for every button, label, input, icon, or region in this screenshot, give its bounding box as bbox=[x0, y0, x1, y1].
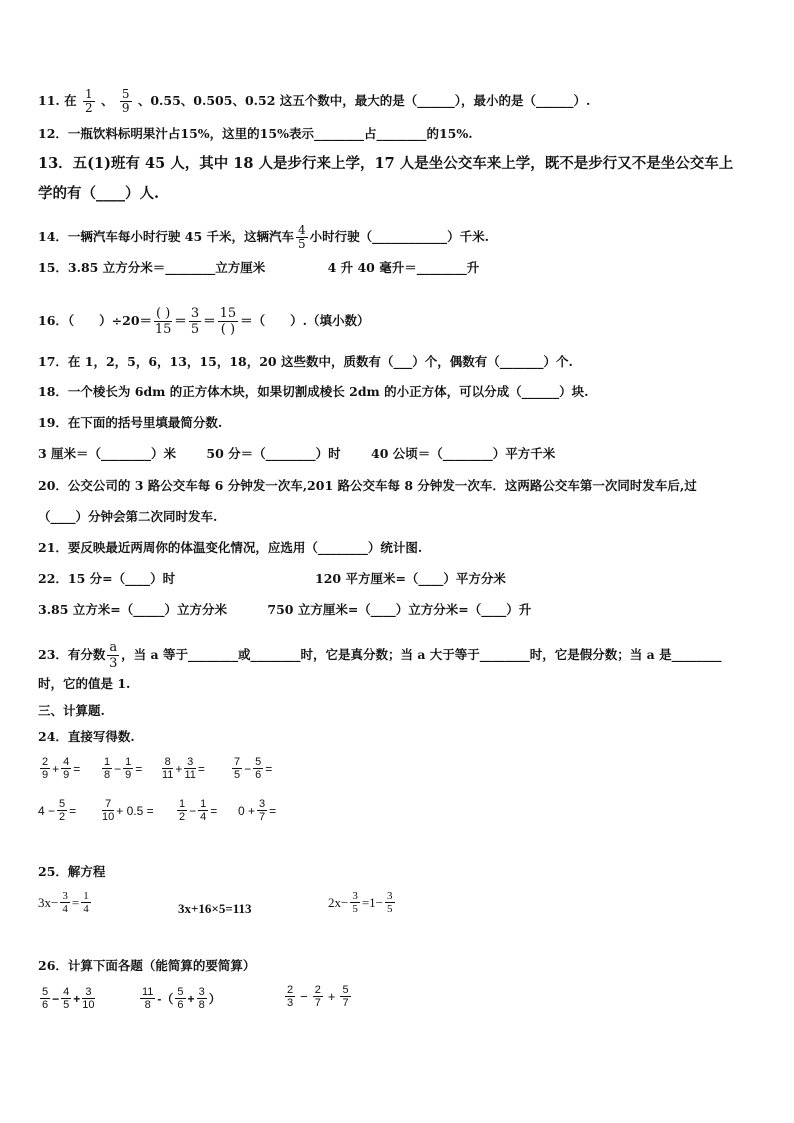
fraction: $\frac{5}{6}$ bbox=[42, 986, 49, 1011]
q16-fraction-3: $\frac{15}{( )}$ bbox=[219, 306, 237, 337]
q26-problem-1 bbox=[38, 986, 97, 1011]
fraction: $\frac{5}{6}$ bbox=[255, 756, 262, 781]
question-18: 18．一个棱长为 6dm 的正方体木块，如果切割成棱长 2dm 的小正方体，可以分成（______）块. bbox=[38, 384, 589, 399]
q24-expr-8 bbox=[238, 798, 276, 823]
question-19: 19．在下面的括号里填最简分数. bbox=[38, 415, 223, 430]
fraction: $\frac{5}{7}$ bbox=[342, 984, 349, 1009]
fraction: $\frac{3}{11}$ bbox=[184, 756, 196, 781]
q22-item-d: 750 立方厘米=（____）立方分米=（____）升 bbox=[267, 602, 532, 617]
q16-equals-1: ＝ bbox=[174, 313, 187, 328]
q16-suffix: ＝（ ）.（填小数） bbox=[240, 313, 370, 328]
q16-fraction-2: $\frac{3}{5}$ bbox=[190, 306, 200, 337]
q23-fraction: $\frac{a}{3}$ bbox=[109, 640, 118, 671]
q24-expr-6 bbox=[100, 798, 154, 823]
fraction: $\frac{5}{2}$ bbox=[59, 798, 66, 823]
operator: − bbox=[114, 761, 122, 776]
operator: + bbox=[187, 991, 195, 1006]
fraction: $\frac{5}{6}$ bbox=[177, 986, 184, 1011]
q16-fraction-1: $\frac{( )}{15}$ bbox=[154, 306, 172, 337]
equals: =1− bbox=[361, 894, 384, 910]
q23-text: ，当 a 等于________或________时，它是真分数；当 a 大于等于________时，它是假分数；当 a 是________ bbox=[121, 647, 722, 662]
q14-prefix: 14．一辆汽车每小时行驶 45 千米，这辆汽车 bbox=[38, 229, 294, 244]
q11-fraction-2: $\frac{5}{9}$ bbox=[121, 87, 130, 115]
fraction: $\frac{8}{11}$ bbox=[162, 756, 174, 781]
fraction: $\frac{4}{9}$ bbox=[63, 756, 70, 781]
equals: = bbox=[197, 761, 205, 776]
operator: + bbox=[52, 761, 60, 776]
fraction: $\frac{1}{8}$ bbox=[104, 756, 111, 781]
fraction: $\frac{1}{2}$ bbox=[179, 798, 186, 823]
equals: = bbox=[269, 803, 277, 818]
q14-text: 小时行驶（____________）千米. bbox=[309, 229, 489, 244]
q25-equation-2: 3x+16×5=113 bbox=[178, 901, 252, 916]
q24-expr-4 bbox=[230, 756, 272, 781]
fraction: $\frac{11}{8}$ bbox=[142, 986, 154, 1011]
expression-tail: + 0.5 = bbox=[116, 803, 154, 818]
q22-item-a: 22．15 分=（____）时 bbox=[38, 571, 176, 586]
equals: = bbox=[73, 761, 81, 776]
question-13-line-1: 13．五(1)班有 45 人，其中 18 人是步行来上学，17 人是坐公交车来上学，既不是步行又不是坐公交车上 bbox=[38, 155, 734, 172]
question-23 bbox=[38, 640, 722, 671]
q24-expr-7 bbox=[175, 798, 217, 823]
fraction: $\frac{2}{3}$ bbox=[287, 984, 294, 1009]
equals: = bbox=[210, 803, 218, 818]
question-14 bbox=[38, 224, 489, 251]
expression-prefix: 0 + bbox=[238, 803, 256, 818]
q24-expr-5 bbox=[38, 798, 76, 823]
fraction: $\frac{1}{4}$ bbox=[83, 890, 89, 915]
fraction: $\frac{3}{4}$ bbox=[62, 890, 68, 915]
q11-number: 11. bbox=[38, 93, 60, 108]
operator: − bbox=[52, 991, 60, 1006]
operator: -（ bbox=[157, 992, 174, 1006]
equation-prefix: 2x− bbox=[328, 894, 349, 910]
fraction: $\frac{2}{9}$ bbox=[42, 756, 49, 781]
q11-fraction-1: $\frac{1}{2}$ bbox=[84, 87, 93, 115]
question-24: 24．直接写得数. bbox=[38, 729, 135, 744]
operator: − bbox=[189, 803, 197, 818]
question-23-line-2: 时，它的值是 1. bbox=[38, 676, 131, 691]
fraction: $\frac{7}{10}$ bbox=[102, 798, 115, 823]
q16-equals-2: ＝ bbox=[203, 313, 216, 328]
q22-item-c: 3.85 立方米=（_____）立方分米 bbox=[38, 602, 228, 617]
q24-expr-2 bbox=[100, 756, 142, 781]
q11-text: 、0.55、0.505、0.52 这五个数中，最大的是（______），最小的是（______）. bbox=[137, 93, 591, 108]
question-20-line-2: （____）分钟会第二次同时发车. bbox=[38, 509, 218, 524]
q16-prefix: 16．（ ）÷20＝ bbox=[38, 313, 153, 328]
q22-item-b: 120 平方厘米=（____）平方分米 bbox=[315, 571, 506, 586]
q15-part-a: 15．3.85 立方分米＝________立方厘米 bbox=[38, 260, 266, 275]
equals: = bbox=[265, 761, 273, 776]
question-11 bbox=[38, 88, 590, 115]
question-15 bbox=[38, 260, 479, 276]
fraction: $\frac{4}{5}$ bbox=[63, 986, 70, 1011]
fraction: $\frac{3}{8}$ bbox=[198, 986, 205, 1011]
question-26: 26．计算下面各题（能简算的要简算） bbox=[38, 958, 256, 973]
question-16 bbox=[38, 306, 370, 337]
operator: + bbox=[73, 991, 81, 1006]
q23-prefix: 23．有分数 bbox=[38, 647, 106, 662]
fraction: $\frac{7}{5}$ bbox=[234, 756, 241, 781]
operator: − bbox=[300, 989, 308, 1004]
operator: + bbox=[327, 989, 336, 1004]
fraction: $\frac{1}{9}$ bbox=[125, 756, 132, 781]
q11-prefix: 在 bbox=[64, 93, 77, 108]
operator: + bbox=[175, 761, 183, 776]
q15-part-b: 4 升 40 毫升＝________升 bbox=[327, 260, 480, 275]
question-22-row-2 bbox=[38, 602, 531, 618]
fraction: $\frac{1}{4}$ bbox=[200, 798, 207, 823]
fraction: $\frac{3}{7}$ bbox=[259, 798, 266, 823]
equals: = bbox=[71, 894, 80, 910]
q26-problem-3 bbox=[283, 984, 353, 1009]
q19-item-c: 40 公顷＝（________）平方千米 bbox=[371, 446, 556, 461]
fraction: $\frac{2}{7}$ bbox=[314, 984, 321, 1009]
question-20-line-1: 20．公交公司的 3 路公交车每 6 分钟发一次车,201 路公交车每 8 分钟发一次车．这两路公交车第一次同时发车后,过 bbox=[38, 478, 697, 493]
question-21: 21．要反映最近两周你的体温变化情况，应选用（________）统计图. bbox=[38, 540, 423, 555]
q19-item-b: 50 分＝（________）时 bbox=[206, 446, 341, 461]
question-13-line-2: 学的有（____）人. bbox=[38, 185, 160, 202]
expression-prefix: 4 − bbox=[38, 803, 56, 818]
q14-fraction: $\frac{4}{5}$ bbox=[298, 223, 306, 251]
question-25: 25．解方程 bbox=[38, 864, 106, 879]
q25-equation-3 bbox=[328, 890, 397, 915]
equation-prefix: 3x− bbox=[38, 894, 59, 910]
q11-separator: 、 bbox=[100, 93, 114, 108]
q19-item-a: 3 厘米＝（________）米 bbox=[38, 446, 177, 461]
question-12: 12．一瓶饮料标明果汁占15%，这里的15%表示________占________的15%. bbox=[38, 126, 473, 141]
question-19-items bbox=[38, 446, 555, 462]
equals: = bbox=[69, 803, 77, 818]
fraction: $\frac{3}{10}$ bbox=[82, 986, 95, 1011]
question-22-row-1 bbox=[38, 571, 506, 587]
q24-expr-3 bbox=[160, 756, 205, 781]
fraction: $\frac{3}{5}$ bbox=[387, 890, 393, 915]
question-17: 17．在 1，2，5，6，13，15，18，20 这些数中，质数有（___）个，偶数有（_______）个. bbox=[38, 354, 573, 369]
section-3-heading: 三、计算题. bbox=[38, 703, 105, 718]
operator: − bbox=[244, 761, 252, 776]
fraction: $\frac{3}{5}$ bbox=[352, 890, 358, 915]
closing-paren: ） bbox=[208, 992, 221, 1006]
q25-equation-1 bbox=[38, 890, 93, 915]
q24-expr-1 bbox=[38, 756, 80, 781]
equals: = bbox=[135, 761, 143, 776]
q26-problem-2 bbox=[138, 986, 221, 1011]
